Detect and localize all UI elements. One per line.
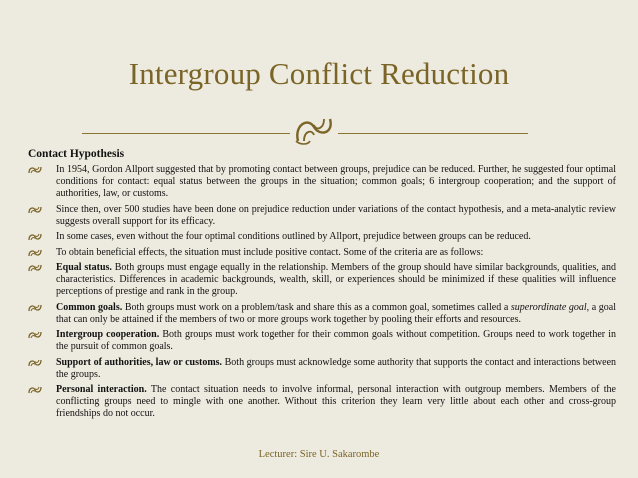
scroll-bullet-icon	[28, 263, 42, 273]
bullet-item	[28, 357, 616, 381]
scroll-bullet-icon	[28, 165, 42, 175]
bullet-text: Both groups must engage equally in the relationship. Members of the group should have similar backgrounds, qualities, and characteristics. Differences in academic backgrounds, wealth, skill, or experiences should be minimized if these qualities will influence perceptions of prestige and rank in the group.	[56, 262, 616, 297]
slide-content	[28, 147, 616, 424]
scroll-bullet-icon	[28, 248, 42, 258]
scroll-bullet-icon	[28, 303, 42, 313]
slide-title: Intergroup Conflict Reduction	[128, 56, 510, 91]
bullet-emphasis: superordinate goal	[510, 301, 587, 313]
bullet-text: , a goal that can only be attained if the members of two or more groups work together by pooling their efforts and resources.	[56, 301, 616, 325]
bullet-label: Intergroup cooperation.	[56, 329, 160, 340]
bullet-item	[28, 247, 616, 259]
bullet-text: In 1954, Gordon Allport suggested that by promoting contact between groups, prejudice can be reduced. Further, he suggested four optimal conditions for contact: equal status between the groups in the situation; common goals; 6 intergroup cooperation; and the support of authorities, law, or customs.	[56, 164, 616, 199]
scroll-bullet-icon	[28, 358, 42, 368]
scroll-flourish-icon	[290, 111, 338, 149]
bullet-text: Both groups must work together for their common goals without competition. Groups need to work together in the pursuit of common goals.	[56, 329, 617, 352]
bullet-item	[28, 262, 616, 298]
bullet-text: The contact situation needs to involve informal, personal interaction with outgroup members. Members of the conflicting groups need to mingle with one another. Without this criterion they learn very little about each other and cross-group friendships do not occur.	[56, 384, 616, 419]
bullet-item	[28, 231, 616, 243]
bullet-text: Both groups must work on a problem/task and share this as a common goal, sometimes called a	[122, 301, 511, 313]
bullet-label: Common goals.	[56, 301, 123, 313]
bullet-text: Both groups must acknowledge some authority that supports the contact and interactions between the groups.	[56, 356, 617, 380]
divider-line-right	[338, 133, 528, 134]
bullet-label: Personal interaction.	[56, 384, 147, 395]
scroll-bullet-icon	[28, 330, 42, 340]
bullet-item	[28, 204, 616, 228]
footer-lecturer: Lecturer: Sire U. Sakarombe	[258, 449, 380, 460]
bullet-item	[28, 302, 616, 326]
divider-line-left	[82, 133, 290, 134]
bullet-text: Since then, over 500 studies have been done on prejudice reduction under variations of the contact hypothesis, and a meta-analytic review suggests overall support for its efficacy.	[56, 203, 616, 227]
bullet-label: Support of authorities, law or customs.	[56, 356, 223, 368]
bullet-text: In some cases, even without the four optimal conditions outlined by Allport, prejudice between groups can be reduced.	[56, 231, 531, 242]
section-heading: Contact Hypothesis	[28, 148, 125, 160]
scroll-bullet-icon	[28, 205, 42, 215]
bullet-item	[28, 329, 616, 353]
bullet-label: Equal status.	[56, 262, 112, 273]
scroll-bullet-icon	[28, 232, 42, 242]
bullet-item	[28, 164, 616, 200]
scroll-bullet-icon	[28, 385, 42, 395]
bullet-text: To obtain beneficial effects, the situation must include positive contact. Some of the criteria are as follows:	[56, 246, 484, 258]
bullet-item	[28, 384, 616, 420]
